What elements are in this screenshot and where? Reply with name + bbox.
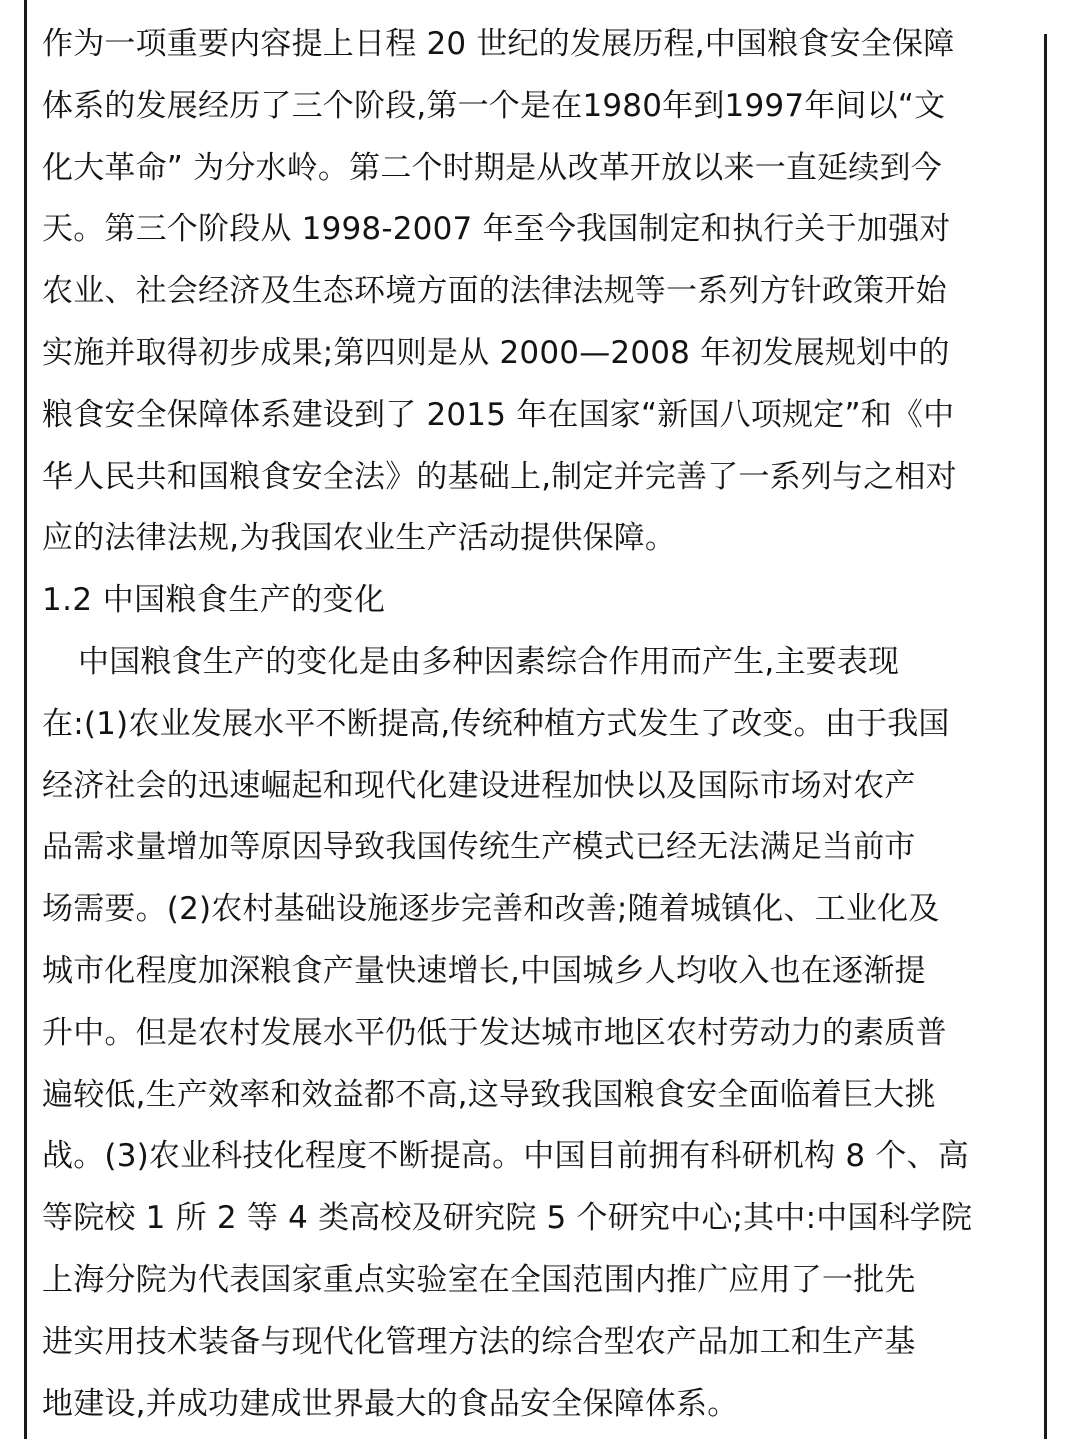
text-line: 体系的发展经历了三个阶段,第一个是在1980年到1997年间以“文 [42,87,946,124]
section-heading: 1.2 中国粮食生产的变化 [42,582,386,619]
text-line: 粮食安全保障体系建设到了 2015 年在国家“新国八项规定”和《中 [42,396,955,433]
page-border-left [24,0,27,1439]
text-line: 农业、社会经济及生态环境方面的法律法规等一系列方针政策开始 [42,273,947,310]
text-line: 场需要。(2)农村基础设施逐步完善和改善;随着城镇化、工业化及 [42,891,940,928]
document-body [42,14,1042,1435]
page-border-right [1044,34,1047,1439]
text-line: 升中。但是农村发展水平仍低于发达城市地区农村劳动力的素质普 [42,1014,947,1051]
text-line: 经济社会的迅速崛起和现代化建设进程加快以及国际市场对农产 [42,767,916,804]
text-line: 应的法律法规,为我国农业生产活动提供保障。 [42,520,677,557]
text-line: 天。第三个阶段从 1998-2007 年至今我国制定和执行关于加强对 [42,211,951,248]
text-line: 作为一项重要内容提上日程 20 世纪的发展历程,中国粮食安全保障 [42,26,955,62]
text-line: 华人民共和国粮食安全法》的基础上,制定并完善了一系列与之相对 [42,458,957,495]
text-line: 等院校 1 所 2 等 4 类高校及研究院 5 个研究中心;其中:中国科学院 [42,1200,973,1237]
text-line: 在:(1)农业发展水平不断提高,传统种植方式发生了改变。由于我国 [42,705,950,742]
text-line: 城市化程度加深粮食产量快速增长,中国城乡人均收入也在逐渐提 [42,952,926,989]
text-line: 进实用技术装备与现代化管理方法的综合型农产品加工和生产基 [42,1323,916,1360]
text-line: 化大革命” 为分水岭。第二个时期是从改革开放以来一直延续到今 [42,149,942,186]
paragraph-first-line: 中国粮食生产的变化是由多种因素综合作用而产生,主要表现 [78,643,900,680]
text-line: 实施并取得初步成果;第四则是从 2000—2008 年初发展规划中的 [42,334,950,371]
text-line: 上海分院为代表国家重点实验室在全国范围内推广应用了一批先 [42,1261,916,1298]
text-line: 战。(3)农业科技化程度不断提高。中国目前拥有科研机构 8 个、高 [42,1138,969,1175]
text-line: 品需求量增加等原因导致我国传统生产模式已经无法满足当前市 [42,829,916,866]
text-line: 地建设,并成功建成世界最大的食品安全保障体系。 [42,1385,739,1422]
text-line: 遍较低,生产效率和效益都不高,这导致我国粮食安全面临着巨大挑 [42,1076,936,1113]
